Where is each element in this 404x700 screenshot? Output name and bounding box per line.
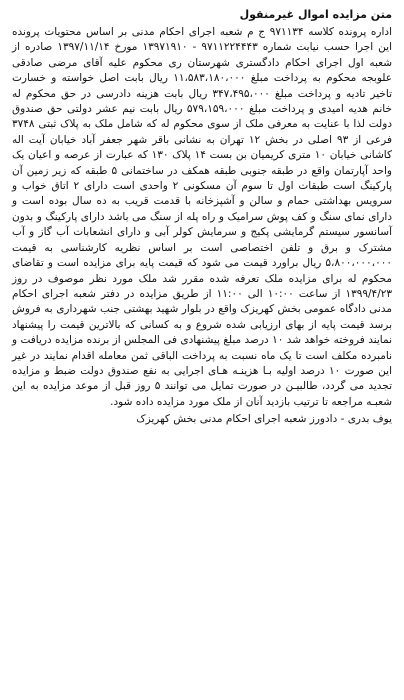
notice-signature: یوف بدری - دادورز شعبه اجرای احکام مدنی بخش کهریزک: [136, 413, 392, 426]
notice-body: اداره پرونده کلاسه ۹۷۱۱۳۴ ج م شعبه اجرای احکام مدنی بر اساس محتویات پرونده این اجرا حسب نیابت شماره ۹۷۱۱۲۲۴۴۴۳ - ۱۳۹۷۱۹۱۰ مورخ ۱۳۹۷/۱۱/۱۴ صادره از شعبه اول اجرای احکام دادگستری شهرستان ری محکوم علیه آقای مرضی صادقی علوبجه محکوم به پرداخت مبلغ ۱۱،۵۸۳،۱۸۰،۰۰۰ ریال بابت اصل خواسته و خسارت تاخیر تادیه و پرداخت مبلغ ۳۴۷،۴۹۵،۰۰۰ ریال بابت هزینه دادرسی در حق محکوم له خانم هدیه امیدی و پرداخت مبلغ ۵۷۹،۱۵۹،۰۰۰ ریال بابت نیم عشر دولتی حق صندوق دولت لذا با عنایت به معرفی ملک از سوی محکوم له که شامل ملک به پلاک ثبتی ۳۷۴۸ فرعی از ۹۳ اصلی در بخش ۱۲ تهران به نشانی باقر شهر جعفر آباد خیابان آیت اله کاشانی خیابان ۱۰ متری کریمیان بن بست ۱۴ پلاک ۱۳۰ که عبارت از عرصه و اعیان یک واحد آپارتمان واقع در طبقه جنوبی طبقه همکف در ساختمانی ۵ طبقه که زیر زمین آن پارکینگ است طبقات اول تا سوم آن مسکونی ۲ واحدی است دارای ۲ اتاق خواب و سرویس بهداشتی حمام و سالن و آشپزخانه با قدمت قریب به ده سال بوده است و دارای نمای سنگ و کف پوش سرامیک و راه پله از سنگ می باشد دارای پارکینگ و بدون آسانسور سیستم گرمایشی پکیج و سرمایش کولر آبی و دارای انشعابات آب گاز و آب مشترک و برق و تلفن اختصاصی است بر اساس نظریه کارشناسی به قیمت ۵،۸۰۰،۰۰۰،۰۰۰ ریال براورد قیمت می شود که قیمت پایه برای مزایده است و تقاضای محکوم له برای مزایده ملک تعرفه شده مقرر شد ملک مورد نظر موصوف در روز ۱۳۹۹/۴/۲۳ از ساعت ۱۰:۰۰ الی ۱۱:۰۰ از طریق مزایده در دفتر شعبه اجرای احکام مدنی دادگاه عمومی بخش کهریزک واقع در بلوار شهید بهشتی جنب شهرداری به فروش برسد قیمت پایه از بهای ارزیابی شده شروع و به کسانی که بالاترین قیمت را پیشنهاد نمایند فروخته خواهد شد ۱۰ درصد مبلغ پیشنهادی فی المجلس از برنده مزایده دریافت و نامبرده مکلف است تا یک ماه نسبت به پرداخت الباقی ثمن معامله اقدام نمایند در غیر این صورت ۱۰ درصد اولیه بـا هزینـه هـای اجرایی به نفع صندوق دولت ضبط و مزایده تجدید می گردد، طالبیـن در صورت تمایل می توانند ۵ روز قبل از موعد مزایده به این شعبـه مراجعه تا ترتیب بازدید آنان از ملک مورد مزایده داده شود.: [12, 26, 393, 408]
notice-title: متن مزایده اموال غیرمنقول: [239, 8, 392, 21]
